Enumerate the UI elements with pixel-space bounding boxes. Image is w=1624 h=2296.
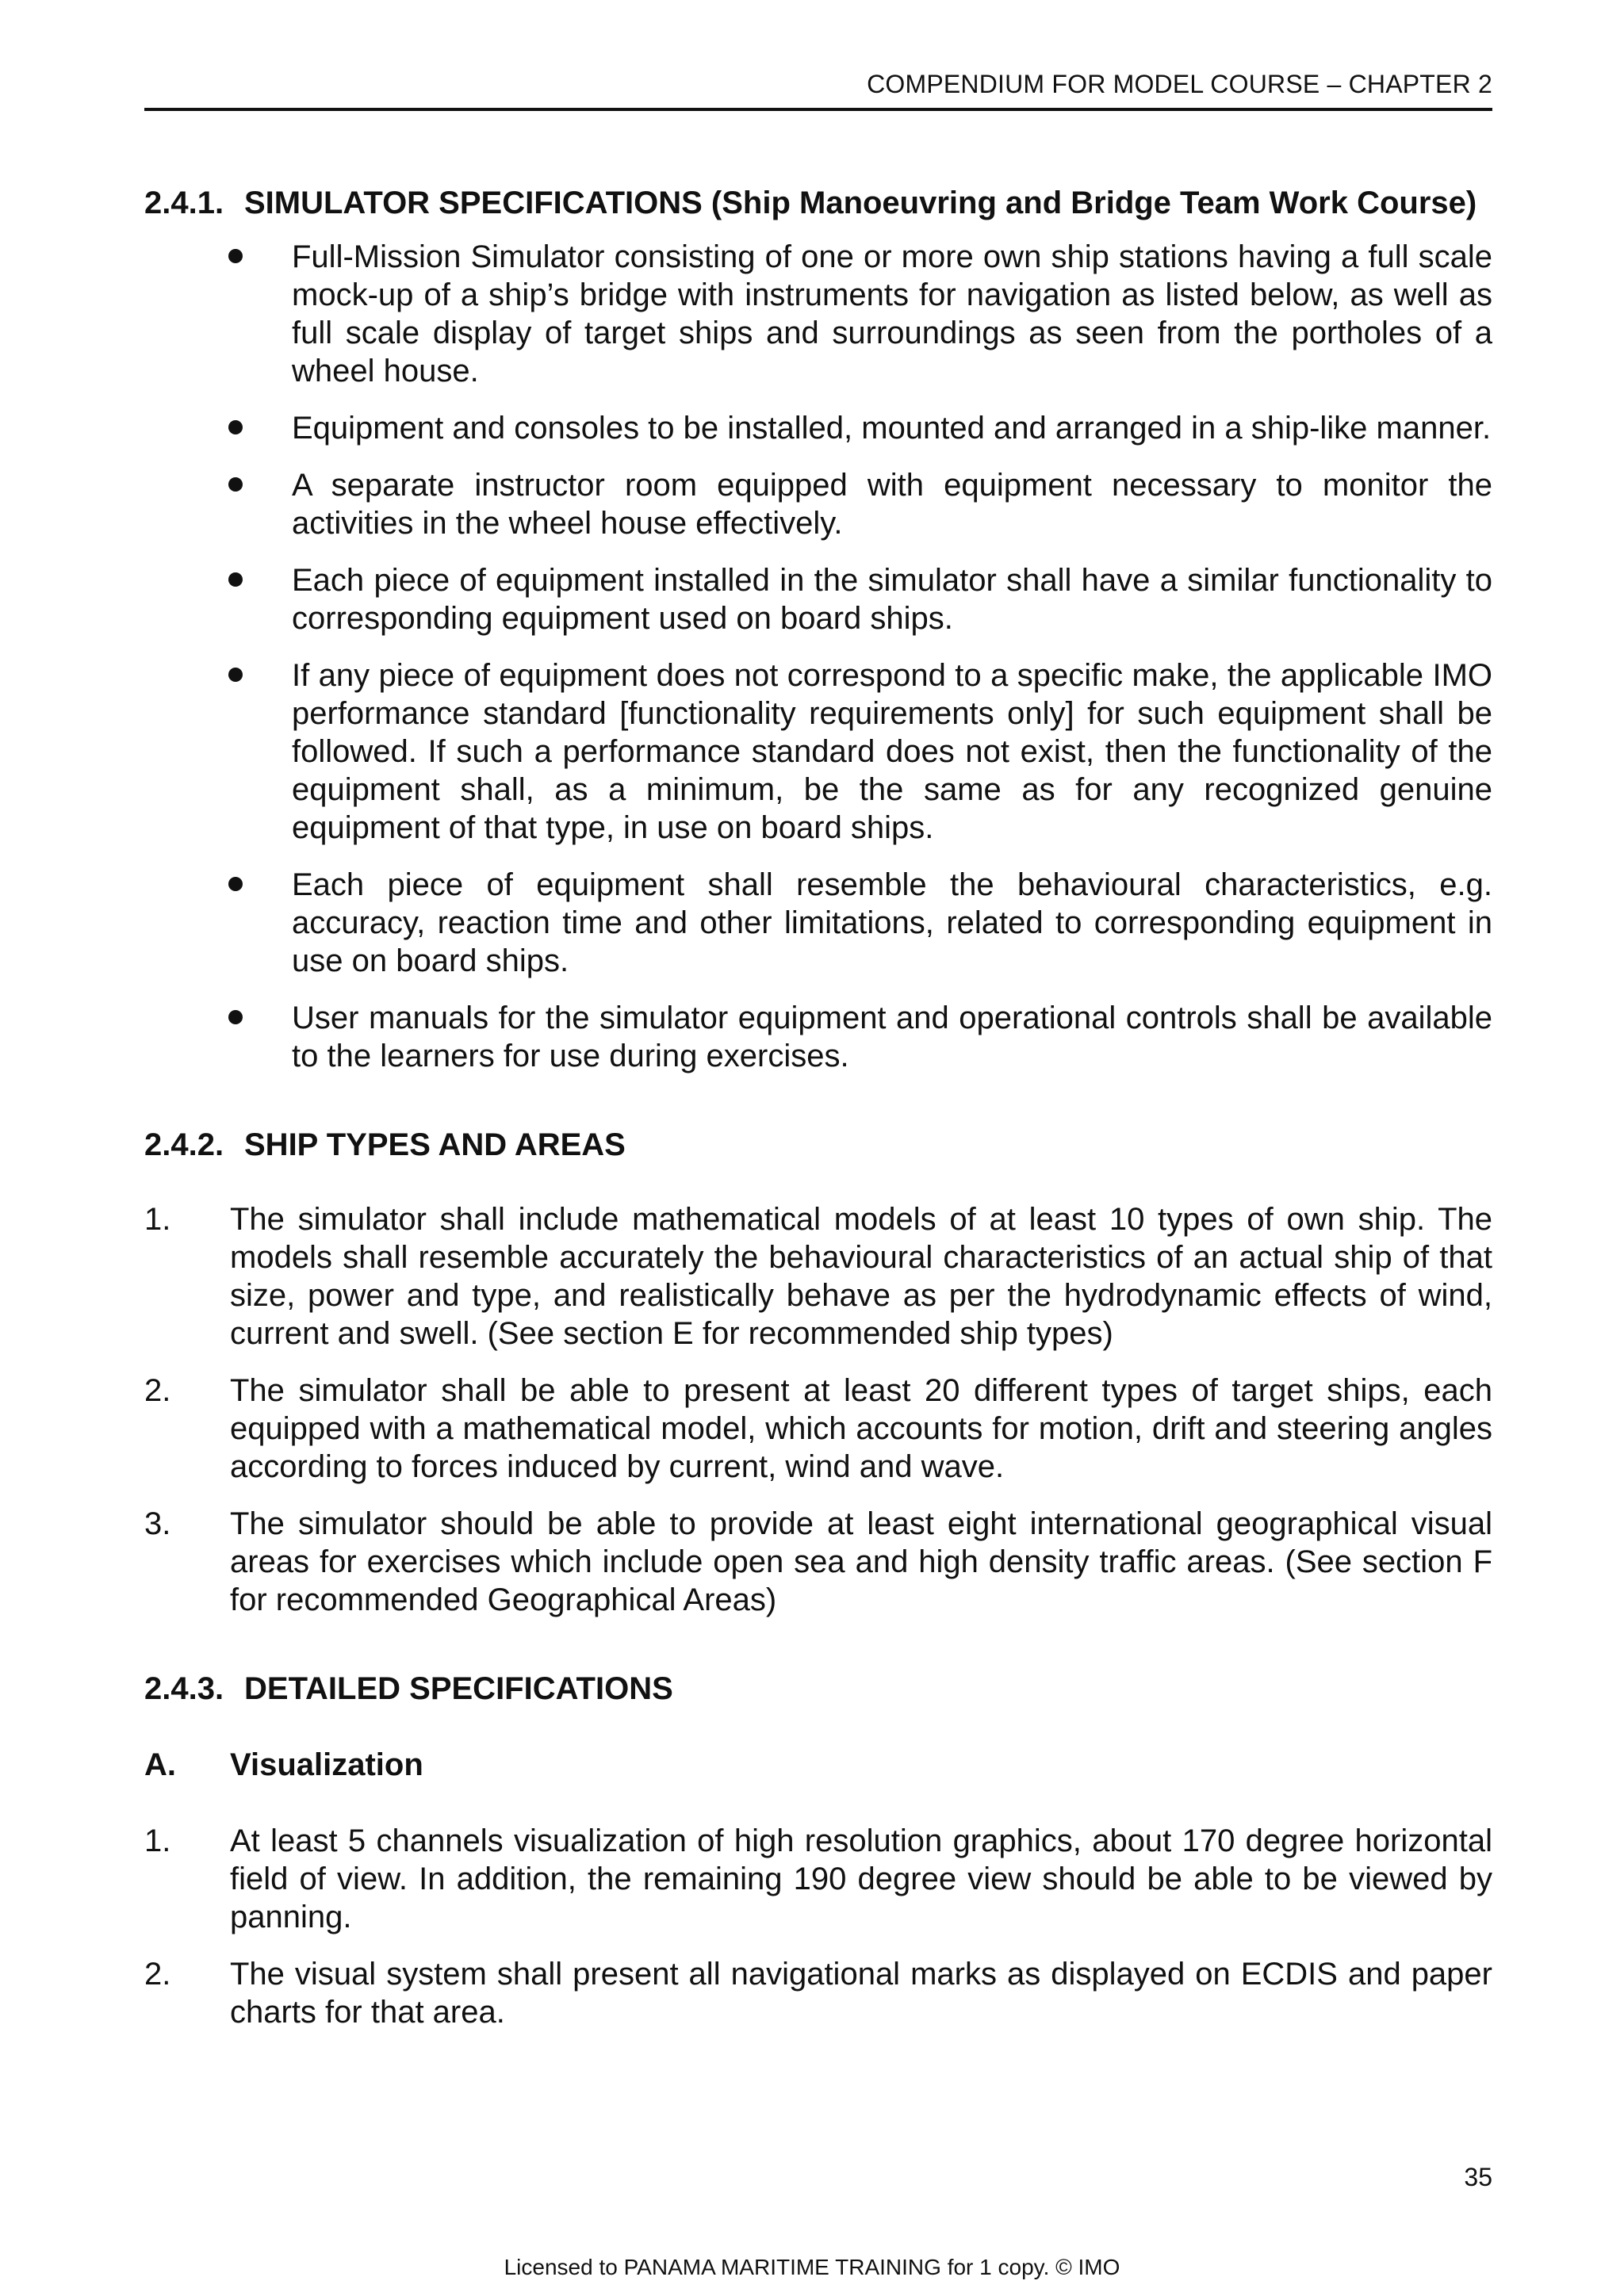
section-heading-2-4-2 [144,1126,1492,1164]
section-title: SIMULATOR SPECIFICATIONS (Ship Manoeuvring and Bridge Team Work Course) [244,186,1477,220]
bullet-text: A separate instructor room equipped with equipment necessary to monitor the activities in the wheel house effectively. [292,468,1492,541]
bullet-text: Each piece of equipment installed in the simulator shall have a similar functionality to corresponding equipment used on board ships. [292,563,1492,636]
visualization-numbered-list [144,1822,1492,2031]
ship-types-numbered-list [144,1200,1492,1619]
item-text: The simulator shall include mathematical models of at least 10 types of own ship. The models shall resemble accurately the behavioural characteristics of an actual ship of that size, power and type, and realistically behave as per the hydrodynamic effects of wind, current and swell. (See section E for recommended ship types) [230,1202,1492,1351]
bullet-dot-icon [228,1010,243,1024]
numbered-item [144,1372,1492,1486]
numbered-item [144,1505,1492,1619]
license-footer: Licensed to PANAMA MARITIME TRAINING for 1 copy. © IMO [504,2255,1120,2279]
bullet-item [144,866,1492,980]
bullet-text: Full-Mission Simulator consisting of one or more own ship stations having a full scale mock-up of a ship’s bridge with instruments for navigation as listed below, as well as full scale display of target ships and surroundings as seen from the portholes of a wheel house. [292,239,1492,388]
numbered-item [144,1955,1492,2031]
item-number: 1. [144,1202,171,1237]
bullet-dot-icon [228,249,243,263]
item-number: 1. [144,1823,171,1858]
bullet-item [144,999,1492,1075]
item-number: 3. [144,1506,171,1541]
header-rule [144,108,1492,111]
bullet-dot-icon [228,420,243,434]
bullet-dot-icon [228,668,243,682]
simulator-specs-bullet-list [144,238,1492,1075]
bullet-text: User manuals for the simulator equipment and operational controls shall be available to the learners for use during exercises. [292,1001,1492,1073]
page-number: 35 [1464,2163,1492,2191]
bullet-dot-icon [228,877,243,891]
item-text: At least 5 channels visualization of high resolution graphics, about 170 degree horizontal field of view. In addition, the remaining 190 degree view should be able to be viewed by panning. [230,1823,1492,1934]
item-text: The simulator shall be able to present at least 20 different types of target ships, each equipped with a mathematical model, which accounts for motion, drift and steering angles according to forces induced by current, wind and wave. [230,1373,1492,1484]
bullet-text: Each piece of equipment shall resemble the behavioural characteristics, e.g. accuracy, reaction time and other limitations, related to corresponding equipment in use on board ships. [292,867,1492,978]
bullet-text: Equipment and consoles to be installed, mounted and arranged in a ship-like manner. [292,411,1492,446]
subsection-heading-visualization [144,1746,1492,1784]
item-number: 2. [144,1957,171,1992]
section-number: 2.4.2. [144,1127,224,1162]
section-heading-2-4-3 [144,1670,1492,1708]
bullet-dot-icon [228,477,243,492]
subsection-title: Visualization [230,1747,423,1782]
item-number: 2. [144,1373,171,1408]
bullet-item [144,238,1492,390]
item-text: The simulator should be able to provide at least eight international geographical visual areas for exercises which include open sea and high density traffic areas. (See section F for recommended Geographical Areas) [230,1506,1492,1617]
item-text: The visual system shall present all navigational marks as displayed on ECDIS and paper charts for that area. [230,1957,1492,2030]
section-number: 2.4.3. [144,1671,224,1706]
page-content [144,184,1492,2050]
numbered-item [144,1822,1492,1936]
section-title: SHIP TYPES AND AREAS [244,1127,626,1162]
bullet-item [144,466,1492,542]
bullet-text: If any piece of equipment does not correspond to a specific make, the applicable IMO performance standard [functionality requirements only] for such equipment shall be followed. If such a performance standard does not exist, then the functionality of the equipment shall, as a minimum, be the same as for any recognized genuine equipment of that type, in use on board ships. [292,658,1492,845]
bullet-item [144,561,1492,637]
running-header: COMPENDIUM FOR MODEL COURSE – CHAPTER 2 [867,70,1492,98]
numbered-item [144,1200,1492,1353]
bullet-dot-icon [228,572,243,587]
subsection-letter: A. [144,1747,176,1782]
section-heading-2-4-1 [144,184,1492,222]
bullet-item [144,409,1492,447]
section-number: 2.4.1. [144,186,224,220]
section-title: DETAILED SPECIFICATIONS [244,1671,673,1706]
bullet-item [144,656,1492,847]
